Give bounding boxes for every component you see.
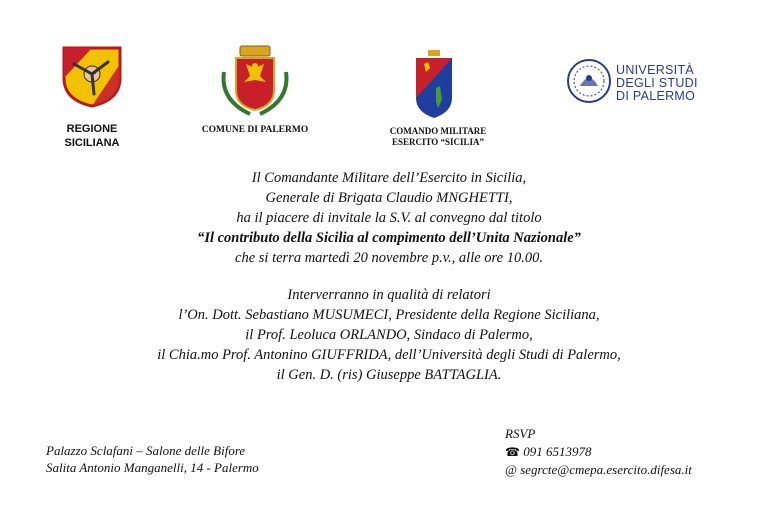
rsvp-email[interactable]: segrcte@cmepa.esercito.difesa.it [520,462,692,477]
invitation-line: Il Comandante Militare dell’Esercito in Sicilia, [251,170,527,186]
email-icon: @ [505,462,517,477]
speakers-section [0,285,778,385]
comando-militare-caption: COMANDO MILITARE ESERCITO “SICILIA” [389,126,487,147]
rsvp-block [505,425,692,479]
conference-title: “Il contributo della Sicilia al compimento dell’Unita Nazionale” [197,230,581,246]
speakers-intro: Interverranno in qualità di relatori [287,287,491,303]
venue-street: Salita Antonio Manganelli, 14 - Palermo [46,460,259,475]
speaker-item: l’On. Dott. Sebastiano MUSUMECI, Presidente della Regione Siciliana, [178,307,600,323]
speaker-item: il Chia.mo Prof. Antonino GIUFFRIDA, dell’Università degli Studi di Palermo, [157,347,621,363]
palermo-eagle-crest-icon [210,42,300,118]
rsvp-label: RSVP [505,426,536,441]
regione-siciliana-logo [60,44,124,108]
phone-icon: ☎ [505,445,520,459]
invitation-line: Generale di Brigata Claudio MNGHETTI, [265,190,513,206]
speaker-item: il Gen. D. (ris) Giuseppe BATTAGLIA. [276,367,502,383]
invitation-text [0,168,778,268]
invitation-line: ha il piacere di invitale la S.V. al convegno dal titolo [236,210,542,226]
venue-name: Palazzo Sclafani – Salone delle Bifore [46,443,246,458]
comune-palermo-logo [210,42,300,118]
speaker-item: il Prof. Leoluca ORLANDO, Sindaco di Palermo, [245,327,533,343]
regione-siciliana-caption: REGIONE SICILIANA [64,123,120,149]
rsvp-phone[interactable]: 091 6513978 [523,444,592,459]
universita-name: UNIVERSITÀ DEGLI STUDI DI PALERMO [616,63,698,103]
venue-address [46,442,259,476]
university-seal-icon [566,58,612,104]
comando-militare-logo [414,48,454,120]
universita-palermo-logo [566,48,734,114]
military-shield-icon [414,48,454,120]
invitation-line: che si terra martedì 20 novembre p.v., alle ore 10.00. [235,250,543,266]
trinacria-icon [60,44,124,108]
comune-palermo-caption: COMUNE DI PALERMO [201,125,309,135]
